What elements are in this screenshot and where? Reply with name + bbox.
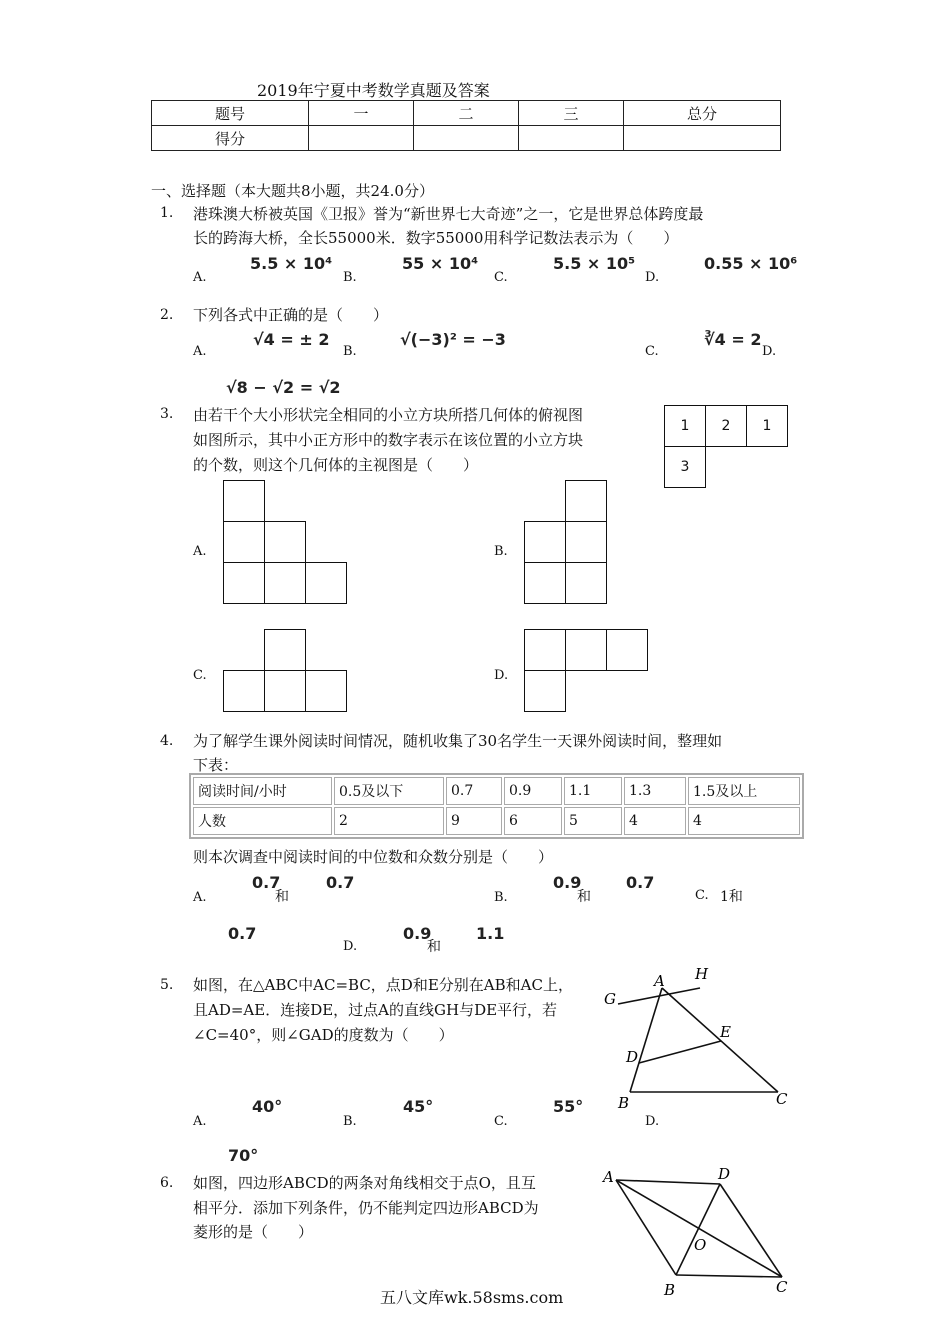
option-label: A. bbox=[193, 1114, 207, 1129]
score-header-cell: 题号 bbox=[152, 101, 309, 126]
option-label: A. bbox=[193, 270, 207, 285]
option-label: D. bbox=[343, 939, 358, 954]
option-label: A. bbox=[193, 890, 207, 905]
figure-square bbox=[565, 629, 607, 671]
option-value: √(−3)² = −3 bbox=[400, 330, 506, 349]
figure-square bbox=[264, 562, 306, 604]
option-label: A. bbox=[193, 544, 207, 559]
score-table bbox=[151, 100, 781, 151]
option-label: B. bbox=[343, 344, 357, 359]
option-label: D. bbox=[645, 270, 660, 285]
figure-square bbox=[524, 670, 566, 712]
figure-square bbox=[223, 562, 265, 604]
option-value: 0.7 bbox=[326, 873, 355, 892]
figure-square bbox=[223, 521, 265, 563]
point-label: H bbox=[695, 965, 709, 983]
option-label: B. bbox=[343, 270, 357, 285]
option-value: 40° bbox=[252, 1097, 283, 1116]
score-header-cell: 总分 bbox=[624, 101, 781, 126]
table-cell: 2 bbox=[334, 807, 444, 835]
option-connector: 和 bbox=[427, 939, 441, 955]
table-cell: 9 bbox=[446, 807, 502, 835]
point-label: D bbox=[718, 1165, 731, 1183]
top-view-cell: 1 bbox=[746, 405, 788, 447]
score-header-cell: 二 bbox=[414, 101, 519, 126]
option-value: 1.1 bbox=[476, 924, 505, 943]
table-cell: 1.5及以上 bbox=[688, 777, 800, 805]
score-header-cell: 三 bbox=[519, 101, 624, 126]
option-value: 55 × 10⁴ bbox=[402, 254, 479, 273]
top-view-cell: 2 bbox=[705, 405, 747, 447]
question-text: 港珠澳大桥被英国《卫报》誉为“新世界七大奇迹”之一，它是世界总体跨度最 bbox=[193, 205, 704, 223]
question-number: 6. bbox=[160, 1175, 174, 1191]
question-number: 4. bbox=[160, 733, 174, 749]
question-text: 下表： bbox=[193, 756, 239, 774]
figure-square bbox=[606, 629, 648, 671]
top-view-cell: 1 bbox=[664, 405, 706, 447]
question-text: 如图所示，其中小正方形中的数字表示在该位置的小立方块 bbox=[193, 431, 584, 449]
option-value: 0.7 bbox=[626, 873, 655, 892]
option-label: D. bbox=[762, 344, 777, 359]
option-label: B. bbox=[343, 1114, 357, 1129]
question-text: 长的跨海大桥，全长55000米．数字55000用科学记数法表示为（ ） bbox=[193, 229, 679, 247]
table-cell: 人数 bbox=[193, 807, 332, 835]
score-cell bbox=[309, 126, 414, 151]
option-value: 0.9 bbox=[403, 924, 432, 943]
triangle-figure bbox=[600, 962, 800, 1112]
option-value: 0.7 bbox=[252, 873, 281, 892]
table-cell: 0.7 bbox=[446, 777, 502, 805]
option-value: 1和 bbox=[720, 889, 743, 905]
table-cell: 4 bbox=[688, 807, 800, 835]
option-value: 70° bbox=[228, 1146, 259, 1165]
point-label: E bbox=[720, 1023, 731, 1041]
page-title: 2019年宁夏中考数学真题及答案 bbox=[257, 81, 490, 100]
table-cell: 5 bbox=[564, 807, 622, 835]
option-label: C. bbox=[695, 888, 709, 903]
point-label: B bbox=[618, 1094, 630, 1112]
question-text: 如图，四边形ABCD的两条对角线相交于点O，且互 bbox=[193, 1174, 536, 1192]
footer-watermark: 五八文库wk.58sms.com bbox=[380, 1288, 564, 1307]
point-label: A bbox=[654, 972, 665, 990]
table-cell: 4 bbox=[624, 807, 686, 835]
question-text: 则本次调查中阅读时间的中位数和众数分别是（ ） bbox=[193, 848, 554, 866]
score-cell bbox=[624, 126, 781, 151]
question-number: 2. bbox=[160, 307, 174, 323]
figure-square bbox=[264, 521, 306, 563]
question-text: 如图，在△ABC中AC=BC，点D和E分别在AB和AC上， bbox=[193, 976, 573, 994]
point-label: C bbox=[776, 1278, 788, 1296]
top-view-cell: 3 bbox=[664, 446, 706, 488]
figure-square bbox=[524, 629, 566, 671]
rhombus-figure bbox=[598, 1160, 798, 1300]
point-label: O bbox=[694, 1236, 707, 1254]
option-label: B. bbox=[494, 544, 508, 559]
question-number: 1. bbox=[160, 205, 174, 221]
reading-time-table bbox=[189, 773, 804, 839]
section-heading: 一、选择题（本大题共8小题，共24.0分） bbox=[151, 182, 434, 200]
figure-square bbox=[223, 670, 265, 712]
figure-square bbox=[264, 629, 306, 671]
table-cell: 1.3 bbox=[624, 777, 686, 805]
option-label: D. bbox=[645, 1114, 660, 1129]
question-text: 由若干个大小形状完全相同的小立方块所搭几何体的俯视图 bbox=[193, 406, 584, 424]
figure-square bbox=[264, 670, 306, 712]
option-value: 55° bbox=[553, 1097, 584, 1116]
option-value: 0.55 × 10⁶ bbox=[704, 254, 798, 273]
table-cell: 6 bbox=[504, 807, 562, 835]
question-text: 且AD=AE．连接DE，过点A的直线GH与DE平行，若 bbox=[193, 1001, 558, 1019]
option-label: D. bbox=[494, 668, 509, 683]
figure-square bbox=[565, 480, 607, 522]
score-row-label: 得分 bbox=[152, 126, 309, 151]
option-value: 0.7 bbox=[228, 924, 257, 943]
option-value: √4 = ± 2 bbox=[253, 330, 330, 349]
option-label: A. bbox=[193, 344, 207, 359]
option-value: ∛4 = 2 bbox=[704, 330, 762, 349]
question-text: ∠C=40°，则∠GAD的度数为（ ） bbox=[193, 1026, 454, 1044]
figure-square bbox=[565, 562, 607, 604]
option-connector: 和 bbox=[275, 889, 289, 905]
figure-square bbox=[524, 562, 566, 604]
option-value: √8 − √2 = √2 bbox=[226, 378, 341, 397]
score-cell bbox=[519, 126, 624, 151]
table-cell: 0.9 bbox=[504, 777, 562, 805]
option-label: C. bbox=[494, 1114, 508, 1129]
question-text: 相平分．添加下列条件，仍不能判定四边形ABCD为 bbox=[193, 1199, 539, 1217]
point-label: D bbox=[626, 1048, 639, 1066]
table-cell: 阅读时间/小时 bbox=[193, 777, 332, 805]
figure-square bbox=[305, 670, 347, 712]
point-label: C bbox=[776, 1090, 788, 1108]
option-label: C. bbox=[193, 668, 207, 683]
figure-square bbox=[524, 521, 566, 563]
option-value: 5.5 × 10⁵ bbox=[553, 254, 636, 273]
option-value: 45° bbox=[403, 1097, 434, 1116]
question-text: 的个数，则这个几何体的主视图是（ ） bbox=[193, 456, 479, 474]
score-header-cell: 一 bbox=[309, 101, 414, 126]
option-value: 0.9 bbox=[553, 873, 582, 892]
option-label: C. bbox=[494, 270, 508, 285]
score-cell bbox=[414, 126, 519, 151]
figure-square bbox=[223, 480, 265, 522]
option-connector: 和 bbox=[577, 889, 591, 905]
question-text: 菱形的是（ ） bbox=[193, 1223, 314, 1241]
point-label: G bbox=[604, 990, 616, 1008]
table-cell: 0.5及以下 bbox=[334, 777, 444, 805]
question-number: 5. bbox=[160, 977, 174, 993]
option-value: 5.5 × 10⁴ bbox=[250, 254, 333, 273]
point-label: B bbox=[664, 1281, 676, 1299]
question-number: 3. bbox=[160, 406, 174, 422]
option-label: B. bbox=[494, 890, 508, 905]
question-text: 为了解学生课外阅读时间情况，随机收集了30名学生一天课外阅读时间，整理如 bbox=[193, 732, 723, 750]
point-label: A bbox=[603, 1168, 614, 1186]
table-cell: 1.1 bbox=[564, 777, 622, 805]
figure-square bbox=[565, 521, 607, 563]
option-label: C. bbox=[645, 344, 659, 359]
figure-square bbox=[305, 562, 347, 604]
question-text: 下列各式中正确的是（ ） bbox=[193, 306, 389, 324]
